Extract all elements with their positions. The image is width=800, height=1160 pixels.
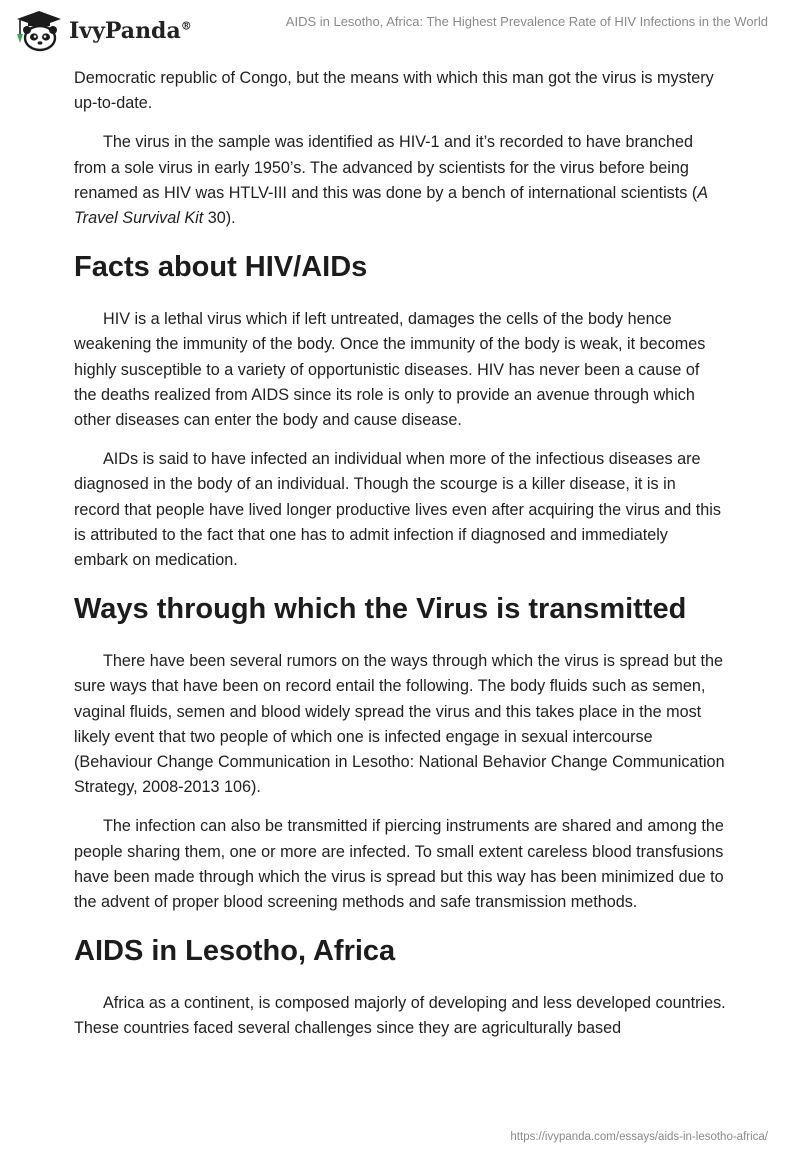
- source-url[interactable]: https://ivypanda.com/essays/aids-in-lesotho-africa/: [510, 1131, 768, 1143]
- section-heading-lesotho: AIDS in Lesotho, Africa: [74, 935, 396, 968]
- paragraph: [74, 130, 726, 231]
- panda-graduate-icon: [15, 10, 63, 52]
- paragraph: The infection can also be transmitted if piercing instruments are shared and among the people sharing them, one or more are infected. To small extent careless blood transfusions have been made through which the virus is spread but this way has been minimized due to the advent of proper blood screening methods and safe transmission methods.: [74, 817, 724, 912]
- paragraph-text: The virus in the sample was identified as HIV-1 and it’s recorded to have branched from a sole virus in early 1950’s. The advanced by scientists for the virus before being renamed as HIV was HTLV-III and this was done by a bench of international scientists (: [74, 133, 698, 202]
- essay-content: [74, 66, 726, 1056]
- registered-mark: ®: [180, 19, 192, 33]
- citation-title: A Travel Survival Kit: [74, 183, 708, 228]
- section-heading-transmission: Ways through which the Virus is transmitted: [74, 593, 687, 626]
- section-heading-facts: Facts about HIV/AIDs: [74, 251, 368, 284]
- brand-name: IvyPanda®: [69, 18, 192, 44]
- running-title: AIDS in Lesotho, Africa: The Highest Prevalence Rate of HIV Infections in the World: [285, 14, 768, 29]
- paragraph: AIDs is said to have infected an individual when more of the infectious diseases are diagnosed in the body of an individual. Though the scourge is a killer disease, it is in record that people have lived longer productive lives even after acquiring the virus and this is attributed to the fact that one has to admit infection if diagnosed and immediately embark on medication.: [74, 450, 721, 570]
- ivypanda-logo[interactable]: [15, 10, 192, 52]
- paragraph: There have been several rumors on the ways through which the virus is spread but the sure ways that have been on record entail the following. The body fluids such as semen, vaginal fluids, semen and blood widely spread the virus and this takes place in the most likely event that two people of which one is infected engage in sexual intercourse (Behaviour Change Communication in Lesotho: National Behavior Change Communication Strategy, 2008-2013 106).: [74, 652, 725, 797]
- page-header: [0, 0, 800, 60]
- paragraph: Democratic republic of Congo, but the means with which this man got the virus is mystery up-to-date.: [74, 69, 714, 113]
- paragraph: Africa as a continent, is composed majorly of developing and less developed countries. These countries faced several challenges since they are agriculturally based: [74, 994, 726, 1038]
- paragraph: HIV is a lethal virus which if left untreated, damages the cells of the body hence weakening the immunity of the body. Once the immunity of the body is weak, it becomes highly susceptible to a variety of opportunistic diseases. HIV has never been a cause of the deaths realized from AIDS since its role is only to provide an avenue through which other diseases can enter the body and cause disease.: [74, 310, 706, 430]
- paragraph-text: 30).: [203, 209, 236, 228]
